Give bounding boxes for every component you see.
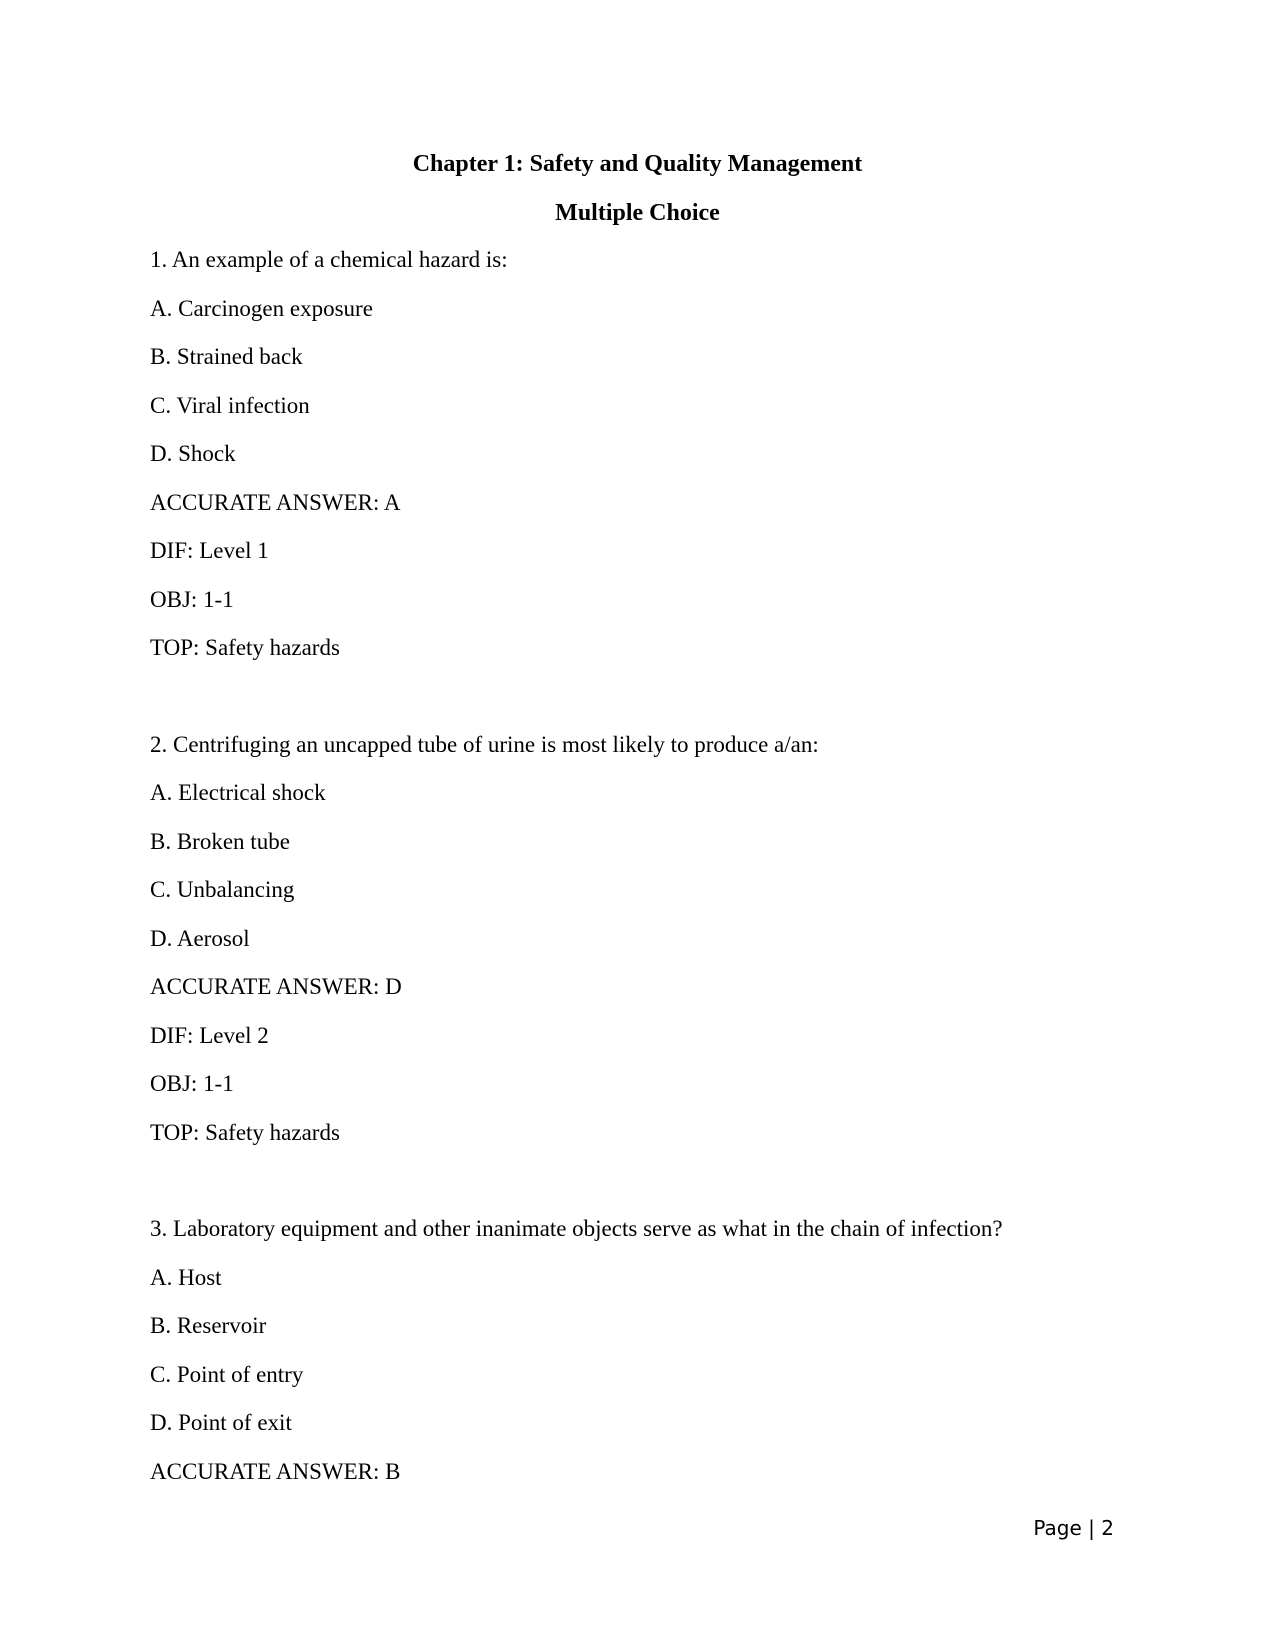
page-title: Chapter 1: Safety and Quality Management bbox=[412, 151, 863, 177]
difficulty-level: DIF: Level 1 bbox=[150, 538, 269, 563]
answer-option-d: D. Shock bbox=[150, 441, 236, 466]
answer-option-c: C. Unbalancing bbox=[150, 877, 295, 902]
question-list bbox=[150, 245, 1150, 1505]
correct-answer: ACCURATE ANSWER: A bbox=[150, 489, 401, 515]
question-prompt: 1. An example of a chemical hazard is: bbox=[150, 247, 508, 272]
section-heading: Multiple Choice bbox=[555, 200, 720, 226]
objective: OBJ: 1-1 bbox=[150, 1071, 234, 1096]
answer-option-b: B. Strained back bbox=[150, 344, 303, 369]
question-2 bbox=[150, 730, 1150, 1167]
correct-answer: ACCURATE ANSWER: B bbox=[150, 1458, 401, 1484]
question-prompt: 2. Centrifuging an uncapped tube of urine is most likely to produce a/an: bbox=[150, 731, 819, 757]
answer-option-a: A. Host bbox=[150, 1264, 222, 1290]
question-3 bbox=[150, 1214, 1150, 1505]
topic: TOP: Safety hazards bbox=[150, 635, 340, 660]
answer-option-a: A. Carcinogen exposure bbox=[150, 295, 373, 321]
answer-option-b: B. Reservoir bbox=[150, 1313, 267, 1338]
topic: TOP: Safety hazards bbox=[150, 1119, 340, 1145]
objective: OBJ: 1-1 bbox=[150, 586, 234, 612]
answer-option-d: D. Point of exit bbox=[150, 1410, 292, 1435]
answer-option-d: D. Aerosol bbox=[150, 925, 250, 951]
correct-answer: ACCURATE ANSWER: D bbox=[150, 974, 402, 999]
answer-option-c: C. Viral infection bbox=[150, 392, 310, 418]
page-number: Page | 2 bbox=[1033, 1516, 1114, 1540]
question-prompt: 3. Laboratory equipment and other inanimate objects serve as what in the chain of infection? bbox=[150, 1216, 1003, 1241]
answer-option-b: B. Broken tube bbox=[150, 828, 290, 854]
question-1 bbox=[150, 245, 1150, 682]
answer-option-c: C. Point of entry bbox=[150, 1361, 304, 1387]
difficulty-level: DIF: Level 2 bbox=[150, 1022, 269, 1048]
answer-option-a: A. Electrical shock bbox=[150, 780, 326, 805]
